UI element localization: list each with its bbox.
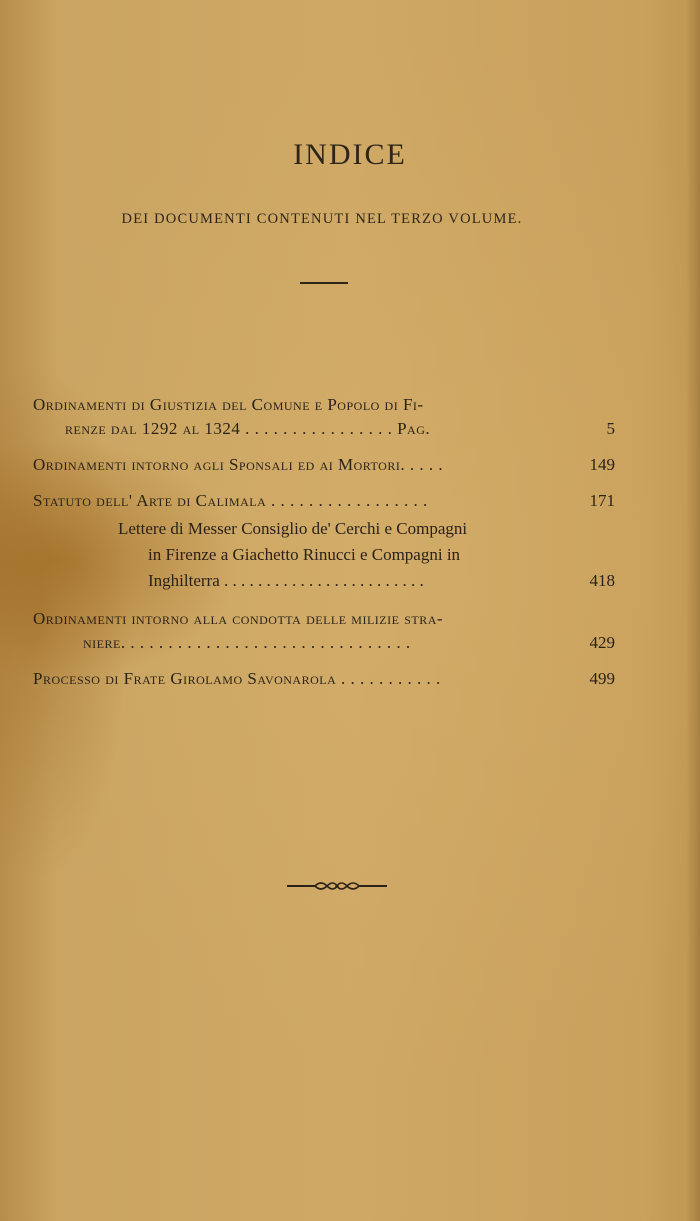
toc-entry-3: Statuto dell' Arte di Calimala . . . . . . . . . . . . . . . . . [33, 491, 428, 510]
title-rule [300, 282, 348, 284]
page-edge-shadow [686, 0, 700, 1221]
toc-entry-4-line2: in Firenze a Giachetto Rinucci e Compagni in [148, 545, 461, 564]
toc-entry-5-line1: Ordinamenti intorno alla condotta delle milizie stra- [33, 609, 444, 628]
toc-entry-3-page: 171 [589, 491, 615, 510]
page-subtitle: DEI DOCUMENTI CONTENUTI NEL TERZO VOLUME. [121, 211, 523, 227]
toc-entry-1-line1: Ordinamenti di Giustizia del Comune e Popolo di Fi- [33, 395, 424, 414]
page-title: INDICE [293, 138, 407, 171]
toc-entry-1-line2: renze dal 1292 al 1324 . . . . . . . . . . . . . . . . Pag. [65, 419, 431, 438]
toc-entry-6-page: 499 [589, 669, 615, 688]
toc-entry-5-line2: niere. . . . . . . . . . . . . . . . . . . . . . . . . . . . . . . [83, 633, 411, 652]
toc-entry-6: Processo di Frate Girolamo Savonarola . . . . . . . . . . . [33, 669, 441, 688]
toc-entry-2-page: 149 [589, 455, 615, 474]
toc-entry-4-line3: Inghilterra . . . . . . . . . . . . . . . . . . . . . . . . [148, 571, 424, 590]
toc-entry-4-line1: Lettere di Messer Consiglio de' Cerchi e Compagni [118, 519, 468, 538]
toc-entry-1-page: 5 [606, 419, 615, 438]
toc-entry-5-page: 429 [589, 633, 615, 652]
ornament-divider [287, 877, 387, 895]
toc-entry-4-page: 418 [589, 571, 615, 590]
toc-entry-2: Ordinamenti intorno agli Sponsali ed ai Mortori. . . . . [33, 455, 444, 474]
